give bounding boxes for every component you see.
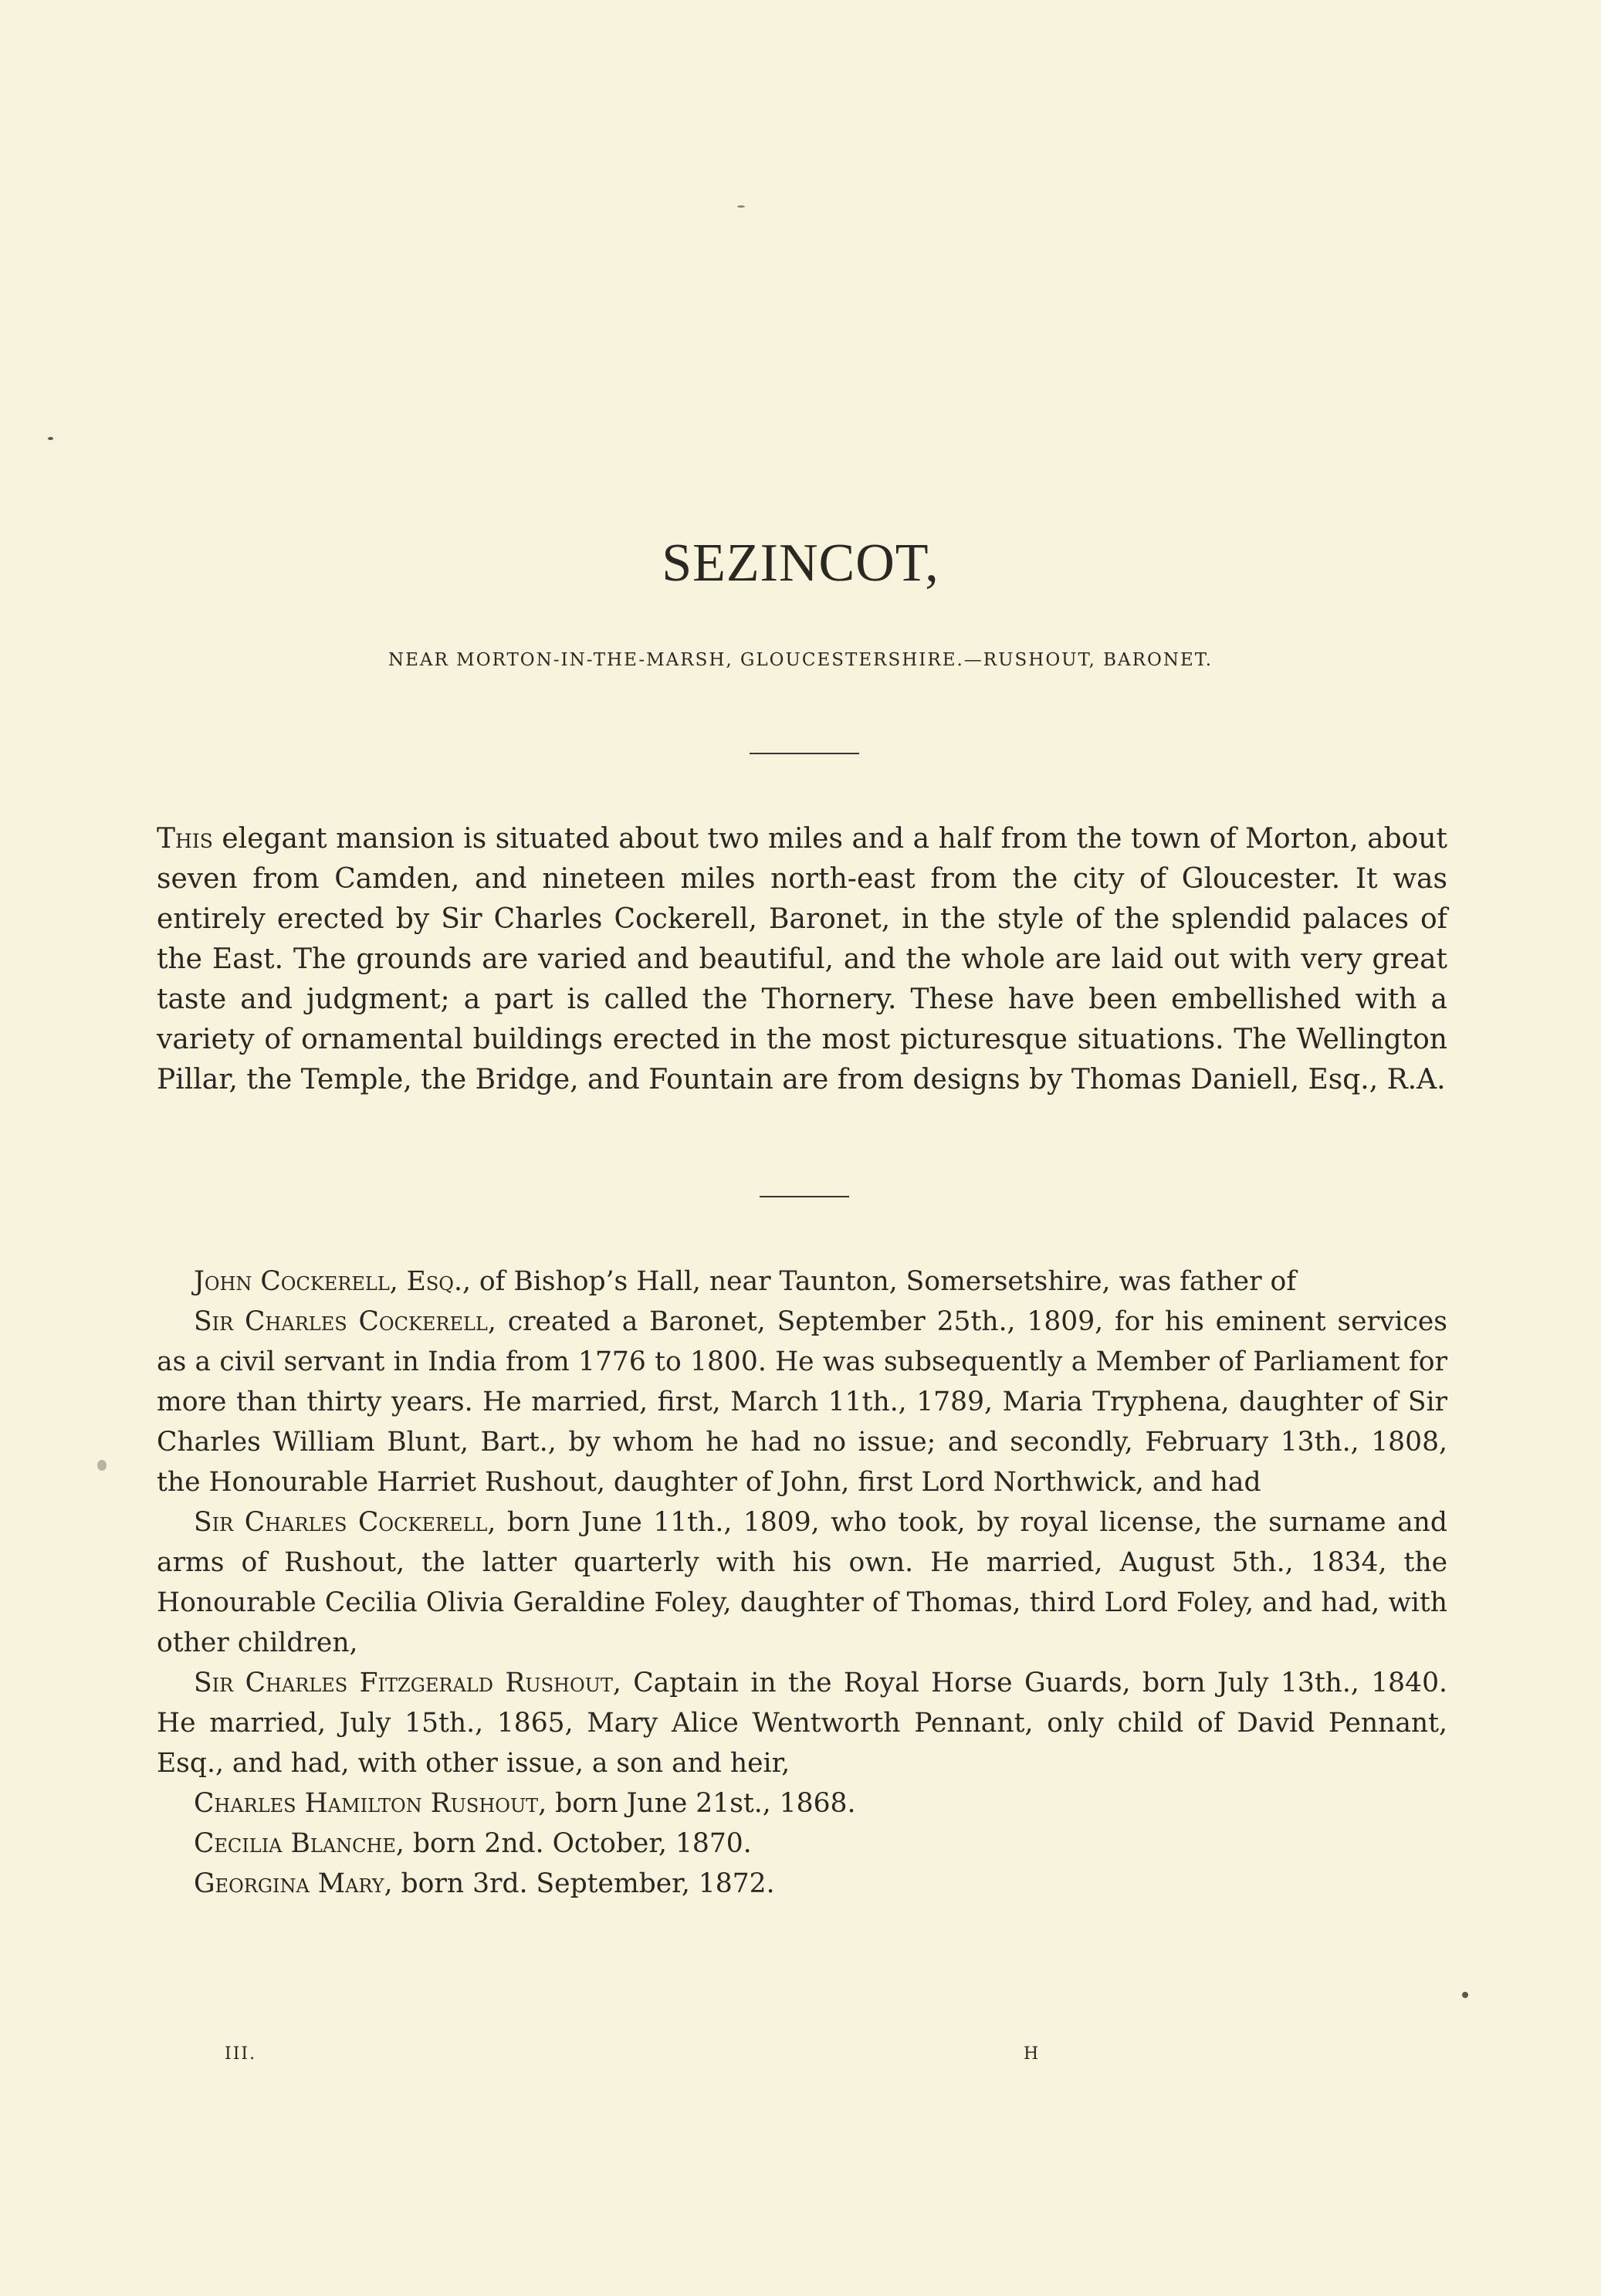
divider-rule: [760, 1196, 849, 1197]
person-name: Cecilia Blanche: [194, 1828, 396, 1859]
signature-mark: H: [1024, 2044, 1041, 2064]
intro-lead-word: This: [157, 823, 213, 855]
intro-paragraph: [157, 819, 1447, 1100]
page-title: SEZINCOT,: [662, 533, 939, 593]
entry-text: , of Bishop’s Hall, near Taunton, Somersetshire, was father of: [462, 1266, 1297, 1297]
person-name: John Cockerell, Esq.: [194, 1266, 462, 1297]
entry-text: , born June 21st., 1868.: [538, 1788, 856, 1819]
person-name: Sir Charles Cockerell: [194, 1507, 488, 1538]
paper-speck: [1462, 1992, 1468, 1998]
genealogy-entry: [157, 1824, 1447, 1864]
genealogy-entry: [157, 1302, 1447, 1502]
page-subtitle: NEAR MORTON-IN-THE-MARSH, GLOUCESTERSHIRE.—RUSHOUT, BARONET.: [388, 650, 1213, 670]
paper-speck: [97, 1460, 107, 1471]
entry-text: , born 3rd. September, 1872.: [384, 1868, 775, 1899]
entry-text: , born 2nd. October, 1870.: [395, 1828, 752, 1859]
genealogy-entry: [157, 1783, 1447, 1824]
genealogy-entry: [157, 1864, 1447, 1904]
person-name: Georgina Mary: [194, 1868, 384, 1899]
genealogy-section: [157, 1261, 1447, 1904]
genealogy-entry: [157, 1502, 1447, 1663]
genealogy-entry: [157, 1663, 1447, 1783]
divider-rule: [750, 753, 859, 754]
paper-speck: [737, 205, 745, 208]
entry-text: , born June 11th., 1809, who took, by royal license, the surname and arms of Rushout, the latter quarterly with his own. He married, August 5th., 1834, the Honourable Cecilia Olivia Geraldine Foley, daughter of Thomas, third Lord Foley, and had, with other children,: [157, 1507, 1447, 1658]
volume-number: III.: [225, 2044, 257, 2064]
entry-text: , Captain in the Royal Horse Guards, born July 13th., 1840. He married, July 15th., 1865, Mary Alice Wentworth Pennant, only child of David Pennant, Esq., and had, with other issue, a son and heir,: [157, 1668, 1447, 1779]
person-name: Sir Charles Cockerell: [194, 1306, 488, 1337]
intro-text: elegant mansion is situated about two miles and a half from the town of Morton, about seven from Camden, and nineteen miles north-east from the city of Gloucester. It was entirely erected by Sir Charles Cockerell, Baronet, in the style of the splendid palaces of the East. The grounds are varied and beautiful, and the whole are laid out with very great taste and judgment; a part is called the Thornery. These have been embellished with a variety of ornamental buildings erected in the most picturesque situations. The Wellington Pillar, the Temple, the Bridge, and Fountain are from designs by Thomas Daniell, Esq., R.A.: [157, 823, 1447, 1096]
genealogy-entry: [157, 1261, 1447, 1302]
paper-speck: [48, 437, 53, 440]
entry-text: , created a Baronet, September 25th., 1809, for his eminent services as a civil servant in India from 1776 to 1800. He was subsequently a Member of Parliament for more than thirty years. He married, first, March 11th., 1789, Maria Tryphena, daughter of Sir Charles William Blunt, Bart., by whom he had no issue; and secondly, February 13th., 1808, the Honourable Harriet Rushout, daughter of John, first Lord Northwick, and had: [157, 1306, 1447, 1498]
person-name: Charles Hamilton Rushout: [194, 1788, 539, 1819]
person-name: Sir Charles Fitzgerald Rushout: [194, 1668, 613, 1698]
